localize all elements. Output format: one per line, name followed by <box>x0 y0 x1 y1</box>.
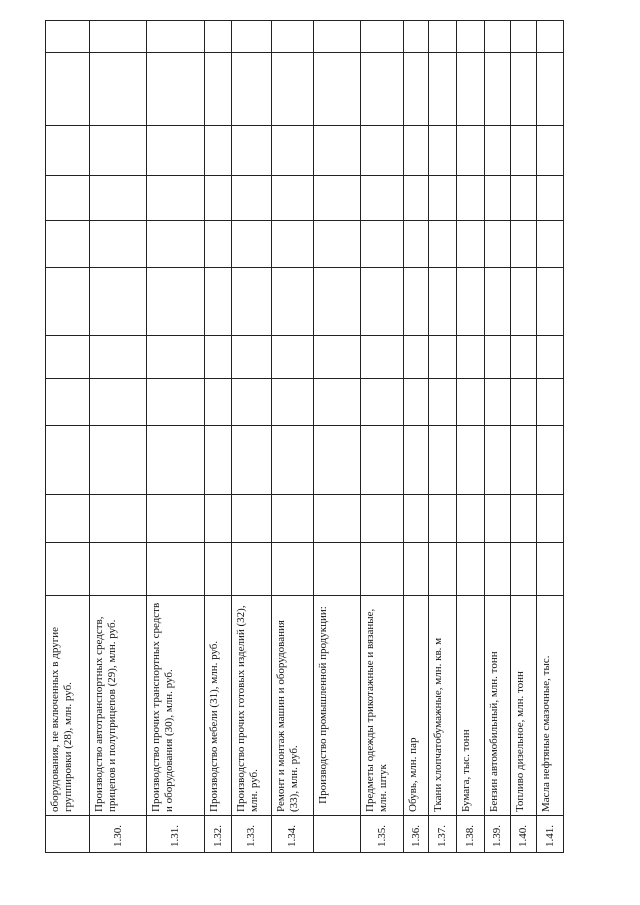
grid-vline <box>271 20 272 852</box>
grid-hline <box>45 852 564 853</box>
grid-vline <box>89 20 90 852</box>
row-number: 1.39. <box>491 825 503 847</box>
grid-vline <box>484 20 485 852</box>
grid-vline <box>536 20 537 852</box>
grid-vline <box>563 20 564 852</box>
row-label: Производство мебели (31), млн. руб. <box>208 640 220 812</box>
grid-hline <box>45 494 564 495</box>
grid-hline <box>45 815 564 816</box>
grid-vline <box>313 20 314 852</box>
grid-hline <box>45 20 564 21</box>
row-label: Бензин автомобильный, млн. тонн <box>488 651 500 812</box>
row-number: 1.40. <box>517 825 529 847</box>
row-label: Производство прочих транспортных средств и оборудования (30), млн. руб. <box>150 602 175 812</box>
grid-hline <box>45 52 564 53</box>
row-number: 1.38. <box>464 825 476 847</box>
grid-vline <box>403 20 404 852</box>
row-label: Производство промышленной продукции: <box>317 606 329 804</box>
row-number: 1.32. <box>211 825 224 847</box>
grid-hline <box>45 267 564 268</box>
row-number: 1.30. <box>111 825 124 847</box>
grid-hline <box>45 335 564 336</box>
grid-vline <box>360 20 361 852</box>
grid-hline <box>45 378 564 379</box>
row-number: 1.34. <box>286 825 298 847</box>
row-number: 1.41. <box>543 825 556 847</box>
grid-vline <box>231 20 232 852</box>
row-number: 1.31. <box>169 825 181 847</box>
grid-hline <box>45 125 564 126</box>
row-number: 1.36. <box>409 825 422 847</box>
grid-hline <box>45 425 564 426</box>
row-label: оборудования, не включенных в другие группировки (28), млн. руб. <box>49 627 74 812</box>
grid-vline <box>510 20 511 852</box>
grid-vline <box>146 20 147 852</box>
row-label: Масла нефтяные смазочные, тыс. <box>540 655 552 812</box>
row-label: Бумага, тыс. тонн <box>460 729 472 812</box>
row-label: Производство автотранспортных средств, прицепов и полуприцепов (29), млн. руб. <box>93 616 118 812</box>
grid-hline <box>45 595 564 596</box>
row-label: Топливо дизельное, млн. тонн <box>514 671 526 812</box>
grid-vline <box>428 20 429 852</box>
row-label: Предметы одежды трикотажные и вязаные, млн. штук <box>364 608 389 812</box>
grid-hline <box>45 175 564 176</box>
row-label: Ткани хлопчатобумажные, млн. кв. м <box>432 637 444 812</box>
grid-vline <box>456 20 457 852</box>
row-number: 1.37. <box>436 825 448 847</box>
row-label: Ремонт и монтаж машин и оборудования (33), млн. руб. <box>275 620 300 812</box>
grid-hline <box>45 542 564 543</box>
grid-vline <box>204 20 205 852</box>
row-label: Обувь, млн. пар <box>407 737 419 812</box>
row-number: 1.33. <box>245 825 257 847</box>
row-number: 1.35. <box>375 825 388 847</box>
grid-hline <box>45 220 564 221</box>
row-label: Производство прочих готовых изделий (32), млн. руб. <box>235 605 260 812</box>
grid-vline <box>45 20 46 852</box>
